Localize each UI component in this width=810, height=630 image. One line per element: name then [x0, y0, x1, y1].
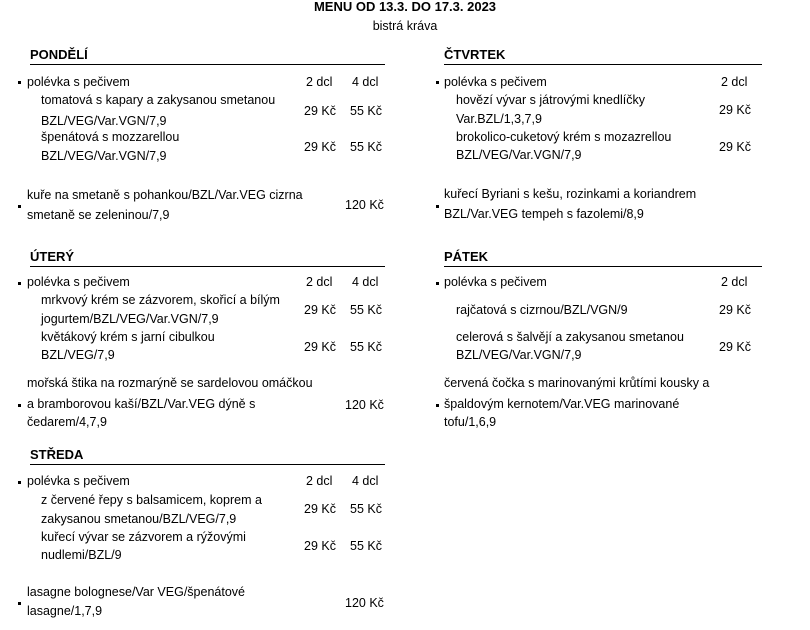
soup-label: polévka s pečivem [27, 474, 130, 488]
soup-allergens: Var.BZL/1,3,7,9 [456, 112, 542, 126]
main-price: 120 Kč [345, 198, 384, 212]
price-small: 29 Kč [304, 502, 336, 516]
day-heading: PONDĚLÍ [30, 47, 88, 62]
price-large: 55 Kč [350, 502, 382, 516]
soup-name: rajčatová s cizrnou/BZL/VGN/9 [456, 303, 628, 317]
bullet-icon [436, 282, 439, 285]
price-large: 55 Kč [350, 140, 382, 154]
main-dish-line: kuře na smetaně s pohankou/BZL/Var.VEG cizrna [27, 188, 303, 202]
main-dish-line: mořská štika na rozmarýně se sardelovou omáčkou [27, 376, 313, 390]
bullet-icon [18, 404, 21, 407]
day-heading: ČTVRTEK [444, 47, 506, 62]
price-small: 29 Kč [719, 340, 751, 354]
price-small: 29 Kč [719, 140, 751, 154]
main-price: 120 Kč [345, 398, 384, 412]
soup-name: celerová s šalvějí a zakysanou smetanou [456, 330, 684, 344]
soup-name: kuřecí vývar se zázvorem a rýžovými [41, 530, 246, 544]
price-small: 29 Kč [719, 303, 751, 317]
price-small: 29 Kč [304, 104, 336, 118]
soup-size-large: 4 dcl [352, 474, 379, 488]
soup-size-large: 4 dcl [352, 75, 379, 89]
price-small: 29 Kč [304, 539, 336, 553]
menu-title: MENU OD 13.3. DO 17.3. 2023 [313, 0, 497, 14]
soup-allergens: zakysanou smetanou/BZL/VEG/7,9 [41, 512, 237, 526]
day-heading: ÚTERÝ [30, 249, 75, 264]
soup-size-small: 2 dcl [306, 474, 333, 488]
menu-subtitle: bistrá kráva [372, 19, 438, 33]
soup-label: polévka s pečivem [27, 275, 130, 289]
price-large: 55 Kč [350, 340, 382, 354]
soup-size-small: 2 dcl [306, 75, 333, 89]
main-price: 120 Kč [345, 596, 384, 610]
soup-label: polévka s pečivem [444, 275, 547, 289]
main-dish-line: červená čočka s marinovanými krůtími kousky a [444, 376, 710, 390]
main-dish-line: BZL/Var.VEG tempeh s fazolemi/8,9 [444, 207, 644, 221]
soup-label: polévka s pečivem [444, 75, 547, 89]
main-dish-line: lasagne bolognese/Var VEG/špenátové [27, 585, 245, 599]
main-dish-line: smetaně se zeleninou/7,9 [27, 208, 170, 222]
day-divider [30, 64, 385, 65]
soup-allergens: BZL/VEG/Var.VGN/7,9 [41, 114, 167, 128]
bullet-icon [18, 602, 21, 605]
price-large: 55 Kč [350, 104, 382, 118]
main-dish-line: lasagne/1,7,9 [27, 604, 103, 618]
bullet-icon [436, 205, 439, 208]
bullet-icon [18, 205, 21, 208]
bullet-icon [436, 404, 439, 407]
price-small: 29 Kč [304, 303, 336, 317]
day-heading: PÁTEK [444, 249, 489, 264]
soup-name: z červené řepy s balsamicem, koprem a [41, 493, 262, 507]
day-divider [444, 266, 762, 267]
soup-size-large: 4 dcl [352, 275, 379, 289]
soup-allergens: BZL/VEG/7,9 [41, 348, 115, 362]
bullet-icon [436, 81, 439, 84]
price-small: 29 Kč [304, 340, 336, 354]
soup-size-small: 2 dcl [721, 75, 748, 89]
soup-name: mrkvový krém se zázvorem, skořicí a bílým [41, 293, 280, 307]
soup-size-small: 2 dcl [306, 275, 333, 289]
main-dish-line: čedarem/4,7,9 [27, 415, 107, 429]
soup-label: polévka s pečivem [27, 75, 130, 89]
price-large: 55 Kč [350, 303, 382, 317]
soup-size-small: 2 dcl [721, 275, 748, 289]
soup-allergens: BZL/VEG/Var.VGN/7,9 [456, 148, 582, 162]
price-small: 29 Kč [719, 103, 751, 117]
main-dish-line: špaldovým kernotem/Var.VEG marinované [444, 397, 680, 411]
bullet-icon [18, 81, 21, 84]
soup-name: brokolico-cuketový krém s mozazrellou [456, 130, 672, 144]
soup-allergens: jogurtem/BZL/VEG/Var.VGN/7,9 [41, 312, 219, 326]
soup-name: tomatová s kapary a zakysanou smetanou [41, 93, 276, 107]
soup-name: květákový krém s jarní cibulkou [41, 330, 215, 344]
soup-name: hovězí vývar s játrovými knedlíčky [456, 93, 645, 107]
price-small: 29 Kč [304, 140, 336, 154]
price-large: 55 Kč [350, 539, 382, 553]
day-divider [30, 266, 385, 267]
soup-allergens: BZL/VEG/Var.VGN/7,9 [41, 149, 167, 163]
bullet-icon [18, 481, 21, 484]
main-dish-line: a bramborovou kaší/BZL/Var.VEG dýně s [27, 397, 256, 411]
soup-allergens: nudlemi/BZL/9 [41, 548, 122, 562]
main-dish-line: kuřecí Byriani s kešu, rozinkami a koriandrem [444, 187, 697, 201]
soup-allergens: BZL/VEG/Var.VGN/7,9 [456, 348, 582, 362]
day-heading: STŘEDA [30, 447, 84, 462]
day-divider [30, 464, 385, 465]
day-divider [444, 64, 762, 65]
bullet-icon [18, 282, 21, 285]
soup-name: špenátová s mozzarellou [41, 130, 180, 144]
main-dish-line: tofu/1,6,9 [444, 415, 497, 429]
